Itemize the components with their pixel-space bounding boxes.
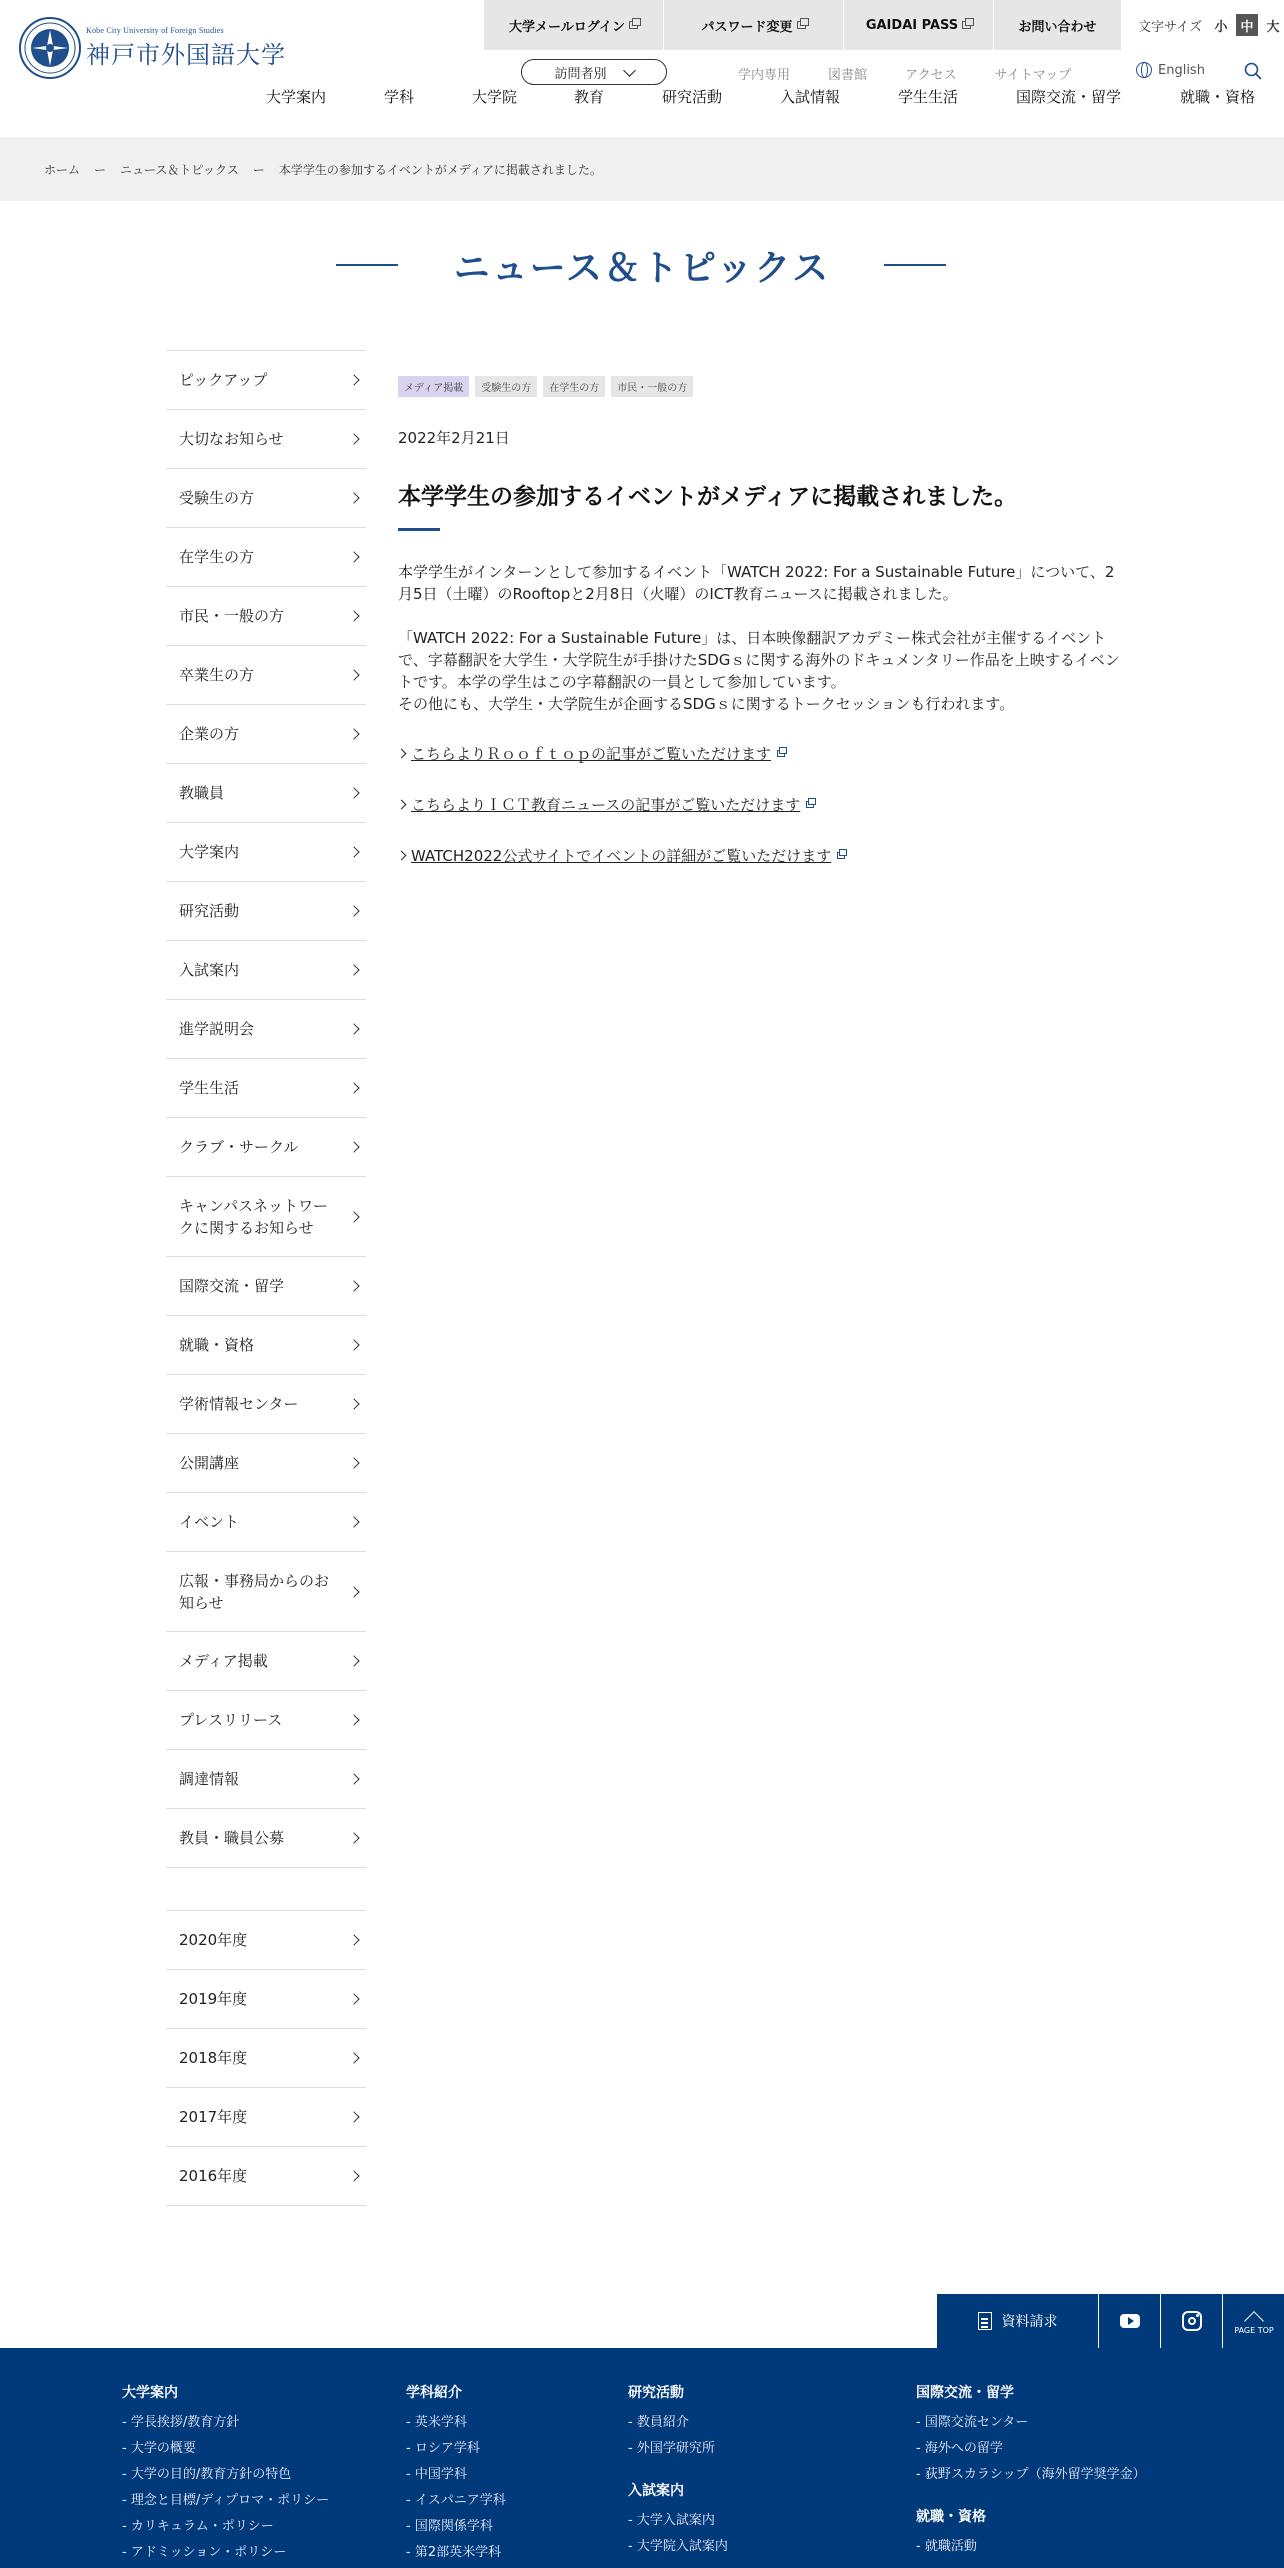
- utilnav-item-sitemap[interactable]: サイトマップ: [994, 68, 1072, 83]
- sidebar-item-label: キャンパスネットワークに関するお知らせ: [179, 1196, 328, 1237]
- footer-heading[interactable]: 大学案内: [122, 2385, 178, 2401]
- youtube-button[interactable]: [1099, 2294, 1161, 2348]
- sidebar-item-label: クラブ・サークル: [179, 1138, 299, 1156]
- instagram-button[interactable]: [1161, 2294, 1223, 2348]
- sidebar-item-label: 調達情報: [179, 1770, 240, 1788]
- external-link-icon: [777, 750, 785, 757]
- sidebar-item-year-2016[interactable]: [166, 2146, 366, 2205]
- password-change-button[interactable]: [664, 0, 844, 50]
- contact-label: お問い合わせ: [1018, 19, 1097, 35]
- visitor-dropdown[interactable]: [521, 59, 667, 85]
- sidebar-item-label: 2018年度: [179, 2049, 248, 2067]
- font-size-switcher: [1138, 0, 1284, 50]
- external-link-icon: [629, 21, 638, 29]
- footer-link[interactable]: - 学長挨拶/教育方針: [122, 2415, 240, 2430]
- sidebar-item-label: メディア掲載: [179, 1652, 268, 1670]
- chevron-right-icon: [348, 728, 359, 739]
- sidebar-item-staff[interactable]: [166, 763, 366, 822]
- rooftop-article-link[interactable]: [398, 743, 1128, 764]
- sidebar-item-label: ピックアップ: [179, 371, 268, 389]
- chevron-right-icon: [348, 374, 359, 385]
- sidebar-item-label: 進学説明会: [179, 1020, 255, 1038]
- footer-link[interactable]: - 外国学研究所: [628, 2441, 715, 2456]
- chevron-right-icon: [348, 1516, 359, 1527]
- youtube-icon: [1120, 2314, 1140, 2328]
- footer-link[interactable]: - 教員紹介: [628, 2415, 689, 2430]
- sidebar-item-procurement[interactable]: [166, 1749, 366, 1808]
- footer-column-international: [916, 2382, 1146, 2560]
- sidebar-divider: [166, 2205, 366, 2206]
- english-label: English: [1158, 62, 1205, 78]
- footer-link[interactable]: - 大学の目的/教育方針の特色: [122, 2467, 292, 2482]
- chevron-right-icon: [348, 492, 359, 503]
- article-date: 2022年2月21日: [398, 429, 510, 447]
- chevron-right-icon: [348, 1398, 359, 1409]
- sidebar-item-label: 在学生の方: [179, 548, 255, 566]
- english-link[interactable]: [1136, 62, 1205, 78]
- page-top-button[interactable]: [1223, 2294, 1284, 2348]
- sidebar-item-year-2019[interactable]: [166, 1969, 366, 2028]
- link-label: WATCH2022公式サイトでイベントの詳細がご覧いただけます: [411, 847, 832, 865]
- mail-login-button[interactable]: [484, 0, 664, 50]
- sidebar-item-label: 大切なお知らせ: [179, 430, 284, 448]
- category-sidebar: [166, 350, 366, 1868]
- chevron-right-icon: [348, 1832, 359, 1843]
- page-top-label: PAGE TOP: [1234, 2325, 1274, 2335]
- chevron-right-icon: [348, 905, 359, 916]
- footer-link[interactable]: - 英米学科: [406, 2415, 467, 2430]
- breadcrumb-separator: ー: [252, 162, 265, 177]
- link-label: こちらよりＩＣＴ教育ニュースの記事がご覧いただけます: [411, 796, 801, 814]
- chevron-right-icon: [348, 1457, 359, 1468]
- footer-link[interactable]: - 荻野スカラシップ（海外留学奨学金）: [916, 2467, 1146, 2482]
- footer-link[interactable]: - 国際交流センター: [916, 2415, 1029, 2430]
- title-underline: [398, 528, 440, 531]
- footer-link[interactable]: - 海外への留学: [916, 2441, 1003, 2456]
- font-size-large-button[interactable]: 大: [1266, 19, 1280, 35]
- external-link-icon: [806, 801, 814, 808]
- footer-link[interactable]: - 就職活動: [916, 2539, 977, 2554]
- sidebar-item-press[interactable]: [166, 1690, 366, 1749]
- sidebar-item-applicants[interactable]: [166, 468, 366, 527]
- sidebar-item-label: 広報・事務局からのお知らせ: [179, 1571, 330, 1612]
- article-paragraph-text: その他にも、大学生・大学院生が企画するSDGｓに関するトークセッションも行われます。: [398, 695, 1015, 713]
- sidebar-item-about[interactable]: [166, 822, 366, 881]
- university-emblem-icon: [18, 16, 82, 80]
- mail-login-label: 大学メールログイン: [508, 19, 626, 35]
- sidebar-item-events[interactable]: [166, 1492, 366, 1551]
- sidebar-item-media[interactable]: [166, 1631, 366, 1690]
- chevron-right-icon: [348, 1280, 359, 1291]
- mainnav-item-graduate[interactable]: 大学院: [472, 88, 518, 106]
- mainnav-item-research[interactable]: 研究活動: [662, 88, 723, 106]
- sidebar-item-public[interactable]: [166, 586, 366, 645]
- chevron-right-icon: [348, 1773, 359, 1784]
- footer-column-research: [628, 2382, 728, 2560]
- request-materials-label: 資料請求: [1001, 2314, 1058, 2330]
- footer-heading[interactable]: 研究活動: [628, 2385, 684, 2401]
- article-title: 本学学生の参加するイベントがメディアに掲載されました。: [398, 484, 1018, 510]
- tag-applicants[interactable]: 受験生の方: [475, 376, 537, 397]
- chevron-right-icon: [348, 1141, 359, 1152]
- sidebar-item-info-session[interactable]: [166, 999, 366, 1058]
- floating-action-bar: [937, 2294, 1284, 2348]
- tag-students[interactable]: 在学生の方: [543, 376, 605, 397]
- sidebar-item-label: プレスリリース: [179, 1711, 283, 1729]
- sidebar-item-label: 卒業生の方: [179, 666, 255, 684]
- footer-link[interactable]: - 大学の概要: [122, 2441, 196, 2456]
- sidebar-item-clubs[interactable]: [166, 1117, 366, 1176]
- breadcrumb-current: 本学学生の参加するイベントがメディアに掲載されました。: [278, 162, 602, 177]
- utility-nav: [738, 64, 1109, 83]
- breadcrumb-home[interactable]: ホーム: [44, 162, 81, 177]
- logo-japanese-text: 神戸市外国語大学: [86, 41, 286, 69]
- chevron-right-icon: [348, 669, 359, 680]
- sidebar-item-pr-office[interactable]: [166, 1551, 366, 1631]
- mainnav-item-admissions[interactable]: 入試情報: [780, 88, 841, 106]
- gaidai-pass-button[interactable]: [844, 0, 994, 50]
- font-size-medium-button[interactable]: 中: [1236, 14, 1258, 36]
- sidebar-item-recruitment[interactable]: [166, 1808, 366, 1867]
- logo-english-text: Kobe City University of Foreign Studies: [86, 26, 224, 35]
- chevron-right-icon: [348, 1586, 359, 1597]
- chevron-right-icon: [348, 846, 359, 857]
- chevron-right-icon: [348, 551, 359, 562]
- tag-media[interactable]: メディア掲載: [398, 376, 469, 397]
- mainnav-item-student-life[interactable]: 学生生活: [898, 88, 959, 106]
- breadcrumb: [0, 137, 1284, 201]
- footer-link[interactable]: - 国際関係学科: [406, 2519, 493, 2534]
- article-paragraph: [398, 627, 1128, 715]
- utilnav-item-internal[interactable]: 学内専用: [738, 68, 791, 83]
- chevron-right-icon: [348, 1339, 359, 1350]
- chevron-right-icon: [348, 964, 359, 975]
- page-title: ニュース＆トピックス: [453, 248, 831, 289]
- sidebar-item-label: 大学案内: [179, 843, 240, 861]
- external-link-icon: [962, 21, 971, 29]
- footer-link[interactable]: - 第2部英米学科: [406, 2545, 502, 2560]
- external-link-icon: [837, 852, 845, 859]
- contact-button[interactable]: [994, 0, 1122, 50]
- mainnav-item-career[interactable]: 就職・資格: [1180, 88, 1256, 106]
- chevron-right-icon: [348, 1023, 359, 1034]
- sidebar-item-label: 研究活動: [179, 902, 240, 920]
- chevron-right-icon: [348, 433, 359, 444]
- chevron-right-icon: [397, 800, 407, 810]
- category-tags: [398, 376, 1128, 397]
- footer-link[interactable]: - ロシア学科: [406, 2441, 480, 2456]
- instagram-icon: [1182, 2311, 1202, 2331]
- sidebar-item-label: 学術情報センター: [179, 1395, 299, 1413]
- sidebar-item-important[interactable]: [166, 409, 366, 468]
- mainnav-item-education[interactable]: 教育: [574, 88, 605, 106]
- chevron-right-icon: [348, 1655, 359, 1666]
- chevron-right-icon: [397, 851, 407, 861]
- globe-icon: [1136, 62, 1152, 78]
- request-materials-button[interactable]: [937, 2294, 1099, 2348]
- chevron-right-icon: [397, 749, 407, 759]
- footer-column-about: [122, 2382, 329, 2566]
- gaidai-pass-label: GAIDAI PASS: [865, 17, 959, 33]
- sidebar-item-year-2018[interactable]: [166, 2028, 366, 2087]
- footer-column-departments: [406, 2382, 506, 2566]
- utilnav-item-access[interactable]: アクセス: [905, 68, 957, 83]
- password-change-label: パスワード変更: [701, 19, 793, 35]
- sidebar-item-lectures[interactable]: [166, 1433, 366, 1492]
- mainnav-item-about[interactable]: 大学案内: [266, 88, 327, 106]
- footer-link[interactable]: - 大学院入試案内: [628, 2539, 728, 2554]
- sidebar-item-label: 公開講座: [179, 1454, 240, 1472]
- ict-news-article-link[interactable]: [398, 794, 1128, 815]
- news-article: [398, 376, 1128, 866]
- sidebar-item-year-2017[interactable]: [166, 2087, 366, 2146]
- sidebar-item-label: 教員・職員公募: [179, 1829, 285, 1847]
- watch2022-site-link[interactable]: [398, 845, 1128, 866]
- font-size-label: 文字サイズ: [1138, 19, 1202, 35]
- external-link-icon: [797, 21, 806, 29]
- article-paragraph-text: 「WATCH 2022: For a Sustainable Future」は、日本映像翻訳アカデミー株式会社が主催するイベントで、字幕翻訳を大学生・大学院生が手掛けたSDGｓに関する海外のドキュメンタリー作品を上映するイベントです。本学の学生はこの字幕翻訳の一員として参加しています。: [398, 629, 1120, 691]
- document-icon: [978, 2312, 992, 2330]
- sidebar-item-student-life[interactable]: [166, 1058, 366, 1117]
- chevron-down-icon: [623, 64, 636, 77]
- site-logo[interactable]: [18, 16, 286, 80]
- chevron-right-icon: [348, 1934, 359, 1945]
- site-header: [0, 0, 1284, 136]
- chevron-right-icon: [348, 2111, 359, 2122]
- chevron-right-icon: [348, 1714, 359, 1725]
- mainnav-item-international[interactable]: 国際交流・留学: [1016, 88, 1122, 106]
- sidebar-item-label: 市民・一般の方: [179, 607, 285, 625]
- sidebar-item-pickup[interactable]: [166, 350, 366, 409]
- sidebar-item-label: 入試案内: [179, 961, 240, 979]
- sidebar-item-label: 2017年度: [179, 2108, 248, 2126]
- chevron-right-icon: [348, 610, 359, 621]
- footer-heading[interactable]: 就職・資格: [916, 2509, 986, 2525]
- top-utility-bar: [484, 0, 1284, 50]
- tag-public[interactable]: 市民・一般の方: [611, 376, 693, 397]
- footer-link[interactable]: - イスパニア学科: [406, 2493, 506, 2508]
- sidebar-item-alumni[interactable]: [166, 645, 366, 704]
- chevron-right-icon: [348, 1993, 359, 2004]
- chevron-right-icon: [348, 1211, 359, 1222]
- sidebar-item-year-2020[interactable]: [166, 1910, 366, 1969]
- footer-link[interactable]: - 理念と目標/ディプロマ・ポリシー: [122, 2493, 330, 2508]
- breadcrumb-news[interactable]: ニュース＆トピックス: [120, 162, 239, 177]
- sidebar-item-students[interactable]: [166, 527, 366, 586]
- sidebar-item-research[interactable]: [166, 881, 366, 940]
- sidebar-item-label: 国際交流・留学: [179, 1277, 285, 1295]
- sidebar-item-companies[interactable]: [166, 704, 366, 763]
- sidebar-item-info-center[interactable]: [166, 1374, 366, 1433]
- search-icon[interactable]: [1244, 62, 1262, 80]
- footer-heading[interactable]: 学科紹介: [406, 2385, 462, 2401]
- site-footer: [0, 2348, 1284, 2568]
- font-size-small-button[interactable]: 小: [1214, 19, 1228, 35]
- sidebar-item-label: 教職員: [179, 784, 225, 802]
- sidebar-item-label: 受験生の方: [179, 489, 255, 507]
- footer-link[interactable]: - アドミッション・ポリシー: [122, 2545, 287, 2560]
- article-paragraph: 本学学生がインターンとして参加するイベント「WATCH 2022: For a Sustainable Future」について、2月5日（土曜）のRooftopと2月8日（火曜）のICT教育ニュースに掲載されました。: [398, 563, 1115, 603]
- chevron-right-icon: [348, 787, 359, 798]
- footer-heading[interactable]: 国際交流・留学: [916, 2385, 1014, 2401]
- sidebar-divider: [166, 1867, 366, 1868]
- breadcrumb-separator: ー: [94, 162, 107, 177]
- visitor-dropdown-label: 訪問者別: [554, 66, 607, 82]
- sidebar-item-label: 就職・資格: [179, 1336, 255, 1354]
- utilnav-item-library[interactable]: 図書館: [828, 68, 868, 83]
- mainnav-item-departments[interactable]: 学科: [384, 88, 415, 106]
- sidebar-item-label: 2020年度: [179, 1931, 248, 1949]
- chevron-right-icon: [348, 2170, 359, 2181]
- year-archive-sidebar: [166, 1910, 366, 2206]
- sidebar-item-campus-network[interactable]: [166, 1176, 366, 1256]
- link-label: こちらよりＲｏｏｆｔｏｐの記事がご覧いただけます: [411, 745, 772, 763]
- title-decoration-line: [884, 264, 946, 266]
- sidebar-item-label: イベント: [179, 1513, 240, 1531]
- sidebar-item-label: 2016年度: [179, 2167, 248, 2185]
- chevron-right-icon: [348, 1082, 359, 1093]
- chevron-right-icon: [348, 2052, 359, 2063]
- sidebar-item-admissions[interactable]: [166, 940, 366, 999]
- sidebar-item-career[interactable]: [166, 1315, 366, 1374]
- footer-link[interactable]: - 大学入試案内: [628, 2513, 715, 2528]
- footer-link[interactable]: - 中国学科: [406, 2467, 467, 2482]
- sidebar-item-international[interactable]: [166, 1256, 366, 1315]
- sidebar-item-label: 企業の方: [179, 725, 240, 743]
- footer-heading[interactable]: 入試案内: [628, 2483, 684, 2499]
- sidebar-item-label: 学生生活: [179, 1079, 240, 1097]
- footer-link[interactable]: - カリキュラム・ポリシー: [122, 2519, 274, 2534]
- sidebar-item-label: 2019年度: [179, 1990, 248, 2008]
